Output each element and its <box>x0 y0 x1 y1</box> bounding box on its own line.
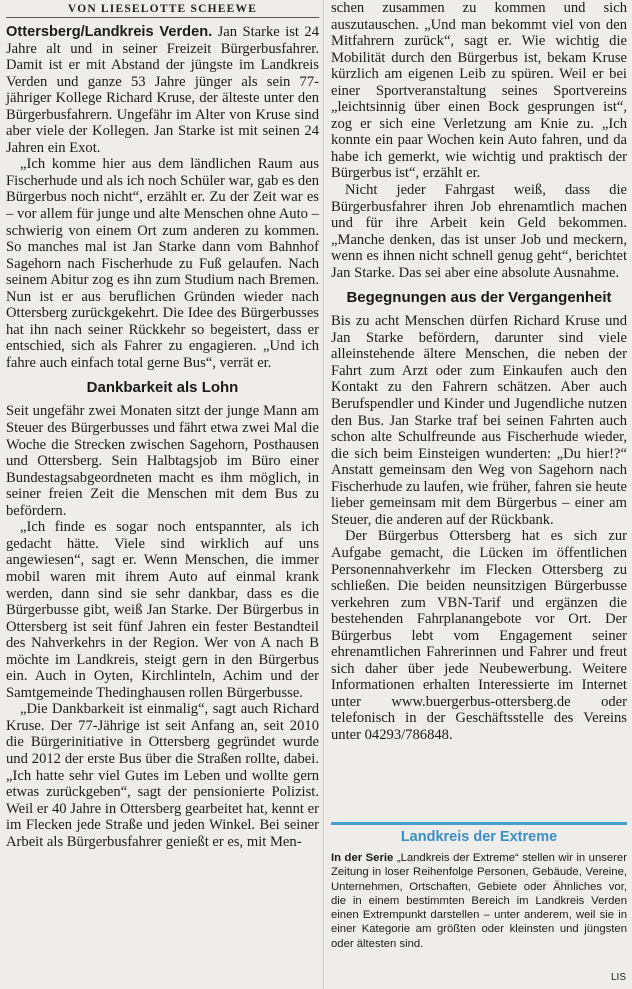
paragraph-7: Nicht jeder Fahrgast weiß, dass die Bürgerbusfahrer ihren Job ehrenamtlich machen und für ihre Arbeit kein Geld bekommen. „Manche denken, das ist unser Job und meckern, wenn es ihnen nicht schnell genug geht“, berichtet Jan Starke. Das sei aber eine absolute Ausnahme. <box>331 182 627 281</box>
paragraph-1-text: Jan Starke ist 24 Jahre alt und in seiner Freizeit Bürgerbusfahrer. Damit ist er mit Abstand der jüngste im Landkreis Verden und ganze 53 Jahre jünger als sein 77-jähriger Kollege Richard Kruse, der älteste unter den Bürgerbusfahrern. Ungefähr im Alter von Kruse sind aber viele der Kollegen. Jan Starke ist mit seinen 24 Jahren ein Exot. <box>6 24 319 156</box>
series-text <box>331 851 627 951</box>
subheading-begegnungen: Begegnungen aus der Vergangenheit <box>346 289 612 307</box>
left-column <box>6 0 319 850</box>
dateline: Ottersberg/Landkreis Verden. <box>6 24 213 40</box>
paragraph-5: „Die Dankbarkeit ist einmalig“, sagt auch Richard Kruse. Der 77-Jährige ist seit Anfang an, seit 2010 die Bürgerinitiative in Ottersberg gegründet wurde und 2012 der erste Bus über die Straßen rollte, dabei. „Ich hatte sehr viel Gutes im Leben und wollte gern etwas zurückgeben“, sagt der pensionierte Polizist. Weil er 40 Jahre in Ottersberg gearbeitet hat, kennt er im Flecken jede Straße und jeden Winkel. Bei seiner Arbeit als Bürgerbusfahrer genießt er es, mit Men- <box>6 701 319 850</box>
subheading-dankbarkeit: Dankbarkeit als Lohn <box>86 379 239 397</box>
paragraph-4: „Ich finde es sogar noch entspannter, als ich gedacht hätte. Viele sind wirklich auf uns angewiesen“, sagt er. Wenn Menschen, die immer mobil waren mit ihrem Auto auf einmal krank werden, dann sind sie sehr dankbar, dass es die Bürgerbusse gibt, weiß Jan Starke. Der Bürgerbus in Ottersberg ist seit fünf Jahren ein fester Bestandteil des Nahverkehrs in der Region. Wer von A nach B möchte im Landkreis, steigt gern in den Bürgerbus ein. Auch in Oyten, Kirchlinteln, Achim und der Samtgemeinde Thedinghausen rollen Bürgerbusse. <box>6 519 319 701</box>
byline: VON LIESELOTTE SCHEEWE <box>6 0 319 18</box>
author-signature: LIS <box>610 972 626 983</box>
series-title: Landkreis der Extreme <box>400 829 558 845</box>
paragraph-2: „Ich komme hier aus dem ländlichen Raum aus Fischerhude und als ich noch Schüler war, gab es den Bürgerbus noch nicht“, erzählt er. Zu der Zeit war es – vor allem für junge und alte Menschen ohne Auto – schwierig von einem Ort zum anderen zu kommen. So manches mal ist Jan Starke dann vom Bahnhof Sagehorn nach Fischerhude zu Fuß gelaufen. Nach seinem Abitur zog es ihn zum Studium nach Bremen. Nun ist er aus beruflichen Gründen wieder nach Ottersberg zurückgekehrt. Die Idee des Bürgerbusses hat ihn nach seiner Rückkehr so begeistert, dass er entschied, sich als Fahrer zu engagieren. „Und ich fahre auch einfach total gerne Bus“, verrät er. <box>6 156 319 371</box>
paragraph-8: Bis zu acht Menschen dürfen Richard Kruse und Jan Starke befördern, darunter sind viele alleinstehende ältere Menschen, die neben der Fahrt zum Arzt oder zum Einkaufen auch den Kontakt zu den Fahrern schätzen. Aber auch Berufspendler und Kinder und Jugendliche nutzen den Bus. Jan Starke traf bei seinen Fahrten auch schon alte Schulfreunde aus Fischerhude wieder, die sich beim Einsteigen wunderten: „Du hier!?“ Anstatt gemeinsam den Weg von Sagehorn nach Fischerhude zu laufen, wie früher, fahren sie heute lieber gemeinsam mit dem Bürgerbus – einer am Steuer, die anderen auf der Rückbank. <box>331 313 627 528</box>
series-info-box <box>331 822 627 951</box>
paragraph-9: Der Bürgerbus Ottersberg hat es sich zur Aufgabe gemacht, die Lücken im öffentlichen Personennahverkehr im Flecken Ottersberg zu schließen. Die beiden neunsitzigen Bürgerbusse verkehren zum VBN-Tarif und ergänzen die bestehenden Fahrplanangebote vor Ort. Der Bürgerbus lebt vom Engagement seiner ehrenamtlichen Fahrerinnen und Fahrer und freut sich daher über jede Neubewerbung. Weitere Informationen erhalten Interessierte im Internet unter www.buergerbus-ottersberg.de oder telefonisch in der Geschäftsstelle des Vereins unter 04293/786848. <box>331 528 627 743</box>
paragraph-6: schen zusammen zu kommen und sich auszutauschen. „Und man bekommt viel von den Mitfahrern zurück“, sagt er. Wie wichtig die Mobilität durch den Bürgerbus ist, bekam Kruse kürzlich am eigenen Leib zu spüren. Weil er bei einer Sportveranstaltung seines Sportvereins „leichtsinnig über einen Bock gesprungen ist“, zog er sich eine Verletzung am Knie zu. „Ich konnte ein paar Wochen kein Auto fahren, und da habe ich gemerkt, wie wichtig und praktisch der Bürgerbus ist“, erzählt er. <box>331 0 627 182</box>
series-lead: In der Serie <box>331 852 394 864</box>
paragraph-1 <box>6 24 319 156</box>
right-column <box>331 0 627 744</box>
column-divider <box>323 0 324 989</box>
paragraph-3: Seit ungefähr zwei Monaten sitzt der junge Mann am Steuer des Bürgerbusses und fährt etwa zwei Mal die Woche die Strecken zwischen Sagehorn, Posthausen und Ottersberg. Sein Halbtagsjob im Büro einer Bundestagsabgeordneten macht es ihm möglich, in seiner freien Zeit die Menschen mit dem Bus zu befördern. <box>6 403 319 519</box>
series-body: „Landkreis der Extreme“ stellen wir in unserer Zeitung in loser Reihenfolge Personen, Gebäude, Vereine, Unternehmen, Ortschaften, Gebiete oder Ähnliches vor, die in einem bestimmten Bereich im Landkreis Verden einen Extrempunkt darstellen – unter anderem, weil sie in einer Kategorie am größten oder kleinsten und jüngsten oder ältesten sind. <box>331 852 627 950</box>
